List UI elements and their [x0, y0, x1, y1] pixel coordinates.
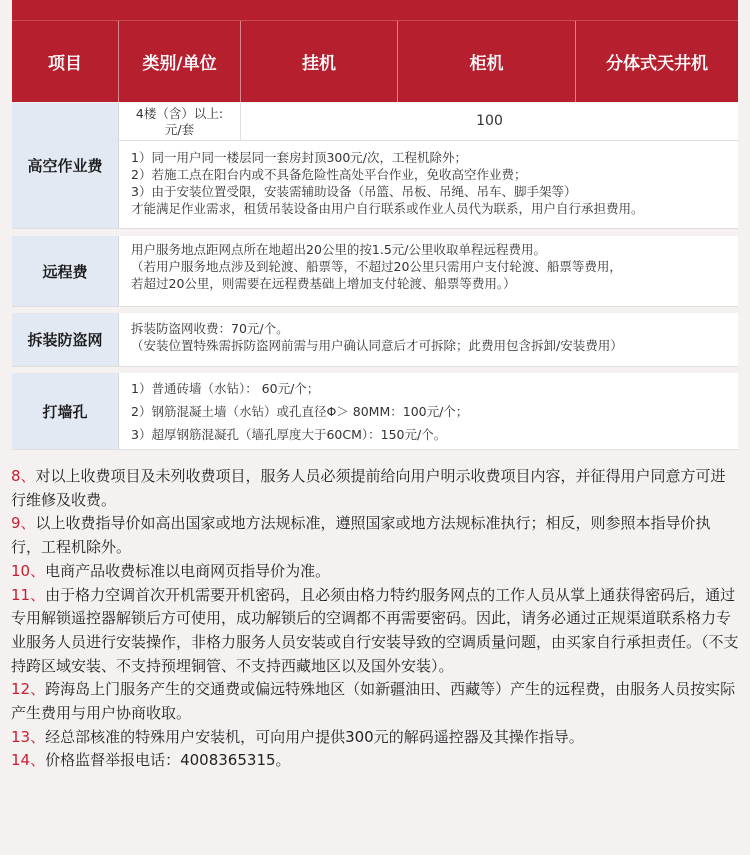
wallhole-line: 2）钢筋混凝土墙（水钻）或孔直径Φ＞ 80MM：100元/个；	[131, 404, 469, 419]
notes-list	[11, 465, 739, 773]
antitheft-label: 拆装防盗网	[12, 313, 119, 366]
aerial-category	[119, 103, 241, 140]
aerial-note: 3）由于安装位置受限，安装需辅助设备（吊篮、吊板、吊绳、吊车、脚手架等）	[131, 184, 577, 199]
note-text: 对以上收费项目及未列收费项目，服务人员必须提前给向用户明示收费项目内容，并征得用户同意方可进行维修及收费。	[11, 467, 726, 509]
note-text: 由于格力空调首次开机需要开机密码，且必须由格力特约服务网点的工作人员从掌上通获得密码后，通过专用解锁遥控器解锁后方可使用，成功解锁后的空调都不再需要密码。因此，请务必通过正规渠道联系格力专业服务人员进行安装操作，非格力服务人员安装或自行安装导致的空调质量问题，由买家自行承担责任。（不支持跨区域安装、不支持预埋铜管、不支持西藏地区以及国外安装）。	[11, 585, 739, 675]
aerial-category-line1: 4楼（含）以上:	[135, 106, 224, 121]
note-item	[11, 726, 739, 750]
header-category: 类别/单位	[119, 21, 241, 102]
note-number: 8、	[11, 467, 36, 485]
row-remote-fee	[12, 236, 738, 307]
note-text: 以上收费指导价如高出国家或地方法规标准，遵照国家或地方法规标准执行；相反，则参照本指导价执行，工程机除外。	[11, 514, 711, 557]
note-text: 经总部核准的特殊用户安装机，可向用户提供300元的解码遥控器及其操作指导。	[45, 727, 584, 746]
remote-line: 用户服务地点距网点所在地超出20公里的按1.5元/公里收取单程远程费用。	[131, 242, 546, 257]
remote-line: 若超过20公里，则需要在远程费基础上增加支付轮渡、船票等费用。）	[131, 276, 516, 291]
aerial-note: 2）若施工点在阳台内或不具备危险性高处平台作业，免收高空作业费；	[131, 167, 527, 182]
note-item	[11, 678, 739, 725]
remote-content	[119, 236, 738, 306]
note-item	[11, 465, 739, 512]
table-header	[12, 20, 738, 102]
antitheft-line: （安装位置特殊需拆防盗网前需与用户确认同意后才可拆除；此费用包含拆卸/安装费用）	[131, 338, 623, 353]
note-number: 10、	[11, 561, 46, 580]
note-text: 电商产品收费标准以电商网页指导价为准。	[45, 561, 331, 580]
note-item	[11, 560, 739, 584]
aerial-label: 高空作业费	[12, 103, 119, 228]
note-item	[11, 512, 739, 559]
note-number: 14、	[11, 751, 46, 770]
note-number: 12、	[11, 680, 46, 699]
wallhole-label: 打墙孔	[12, 373, 119, 449]
wallhole-line: 1）普通砖墙（水钻）： 60元/个；	[131, 381, 320, 396]
aerial-note: 才能满足作业需求，租赁吊装设备由用户自行联系或作业人员代为联系，用户自行承担费用。	[131, 201, 644, 216]
antitheft-line: 拆装防盗网收费：70元/个。	[131, 321, 289, 336]
note-number: 13、	[11, 727, 46, 746]
header-ceiling-unit: 分体式天井机	[606, 54, 708, 74]
aerial-content	[119, 103, 738, 228]
header-wall-unit: 挂机	[241, 21, 398, 102]
remote-line: （若用户服务地点涉及到轮渡、船票等，不超过20公里只需用户支付轮渡、船票等费用，	[131, 259, 622, 274]
note-number: 11、	[11, 585, 46, 604]
note-text: 跨海岛上门服务产生的交通费或偏远特殊地区（如新疆油田、西藏等）产生的远程费，由服务人员按实际产生费用与用户协商收取。	[11, 680, 736, 723]
aerial-note: 1）同一用户同一楼层同一套房封顶300元/次，工程机除外；	[131, 150, 468, 165]
wallhole-line: 3）超厚钢筋混凝孔（墙孔厚度大于60CM）：150元/个。	[131, 427, 447, 442]
antitheft-content	[119, 313, 738, 366]
header-item: 项目	[12, 21, 119, 102]
aerial-value: 100	[476, 113, 503, 129]
header-cabinet-unit: 柜机	[398, 21, 576, 102]
top-band	[12, 0, 738, 20]
row-antitheft-net	[12, 313, 738, 367]
wallhole-content	[119, 373, 738, 449]
note-item	[11, 584, 739, 679]
note-item	[11, 749, 739, 773]
note-number: 9、	[11, 514, 36, 533]
row-aerial-work	[12, 103, 738, 229]
aerial-notes	[119, 141, 738, 217]
remote-label: 远程费	[12, 236, 119, 306]
aerial-category-line2: 元/套	[164, 122, 195, 137]
row-wall-hole	[12, 373, 738, 450]
aerial-price-row	[119, 103, 738, 141]
note-text: 价格监督举报电话：4008365315。	[45, 751, 291, 770]
